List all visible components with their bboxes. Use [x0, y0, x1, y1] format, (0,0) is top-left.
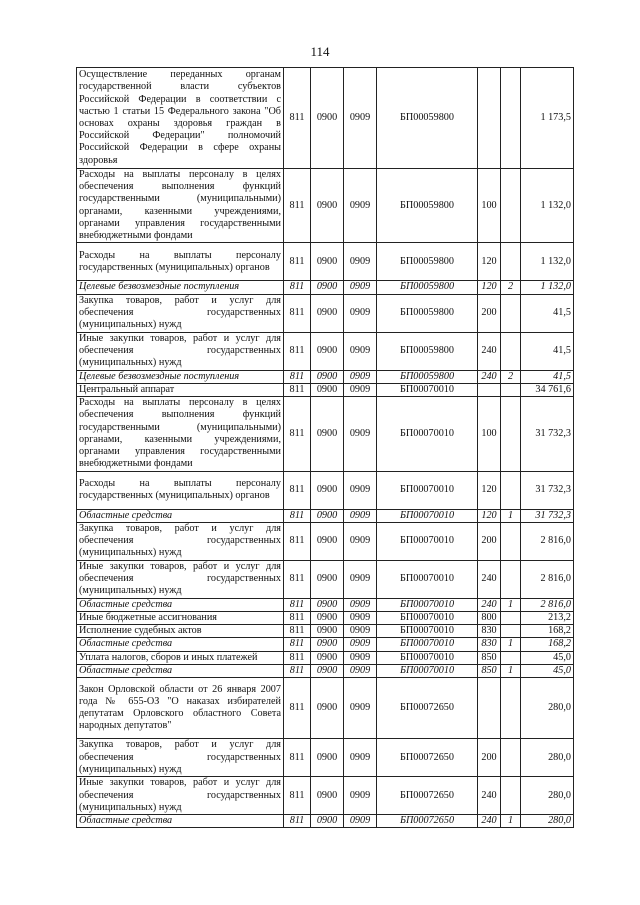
grbs-code-cell: 811	[284, 664, 311, 677]
target-article-cell: БП00070010	[377, 625, 478, 638]
grbs-code-cell: 811	[284, 625, 311, 638]
amount-cell: 31 732,3	[521, 471, 574, 509]
target-article-cell: БП00070010	[377, 560, 478, 598]
table-row	[77, 560, 574, 598]
subsection-code-cell: 0909	[344, 332, 377, 370]
table-row	[77, 678, 574, 739]
grbs-code-cell: 811	[284, 397, 311, 471]
row-name-cell: Областные средства	[77, 638, 284, 651]
funding-source-cell	[501, 777, 521, 815]
row-name-cell: Расходы на выплаты персоналу государственных (муниципальных) органов	[77, 471, 284, 509]
table-row	[77, 522, 574, 560]
funding-source-cell: 1	[501, 815, 521, 828]
target-article-cell: БП00070010	[377, 611, 478, 624]
subsection-code-cell: 0909	[344, 739, 377, 777]
section-code-cell: 0900	[311, 739, 344, 777]
section-code-cell: 0900	[311, 281, 344, 294]
subsection-code-cell: 0909	[344, 815, 377, 828]
grbs-code-cell: 811	[284, 243, 311, 281]
grbs-code-cell: 811	[284, 777, 311, 815]
amount-cell: 168,2	[521, 638, 574, 651]
expense-type-cell: 200	[478, 294, 501, 332]
subsection-code-cell: 0909	[344, 383, 377, 396]
table-row	[77, 815, 574, 828]
target-article-cell: БП00072650	[377, 777, 478, 815]
amount-cell: 1 132,0	[521, 281, 574, 294]
amount-cell: 2 816,0	[521, 522, 574, 560]
grbs-code-cell: 811	[284, 638, 311, 651]
grbs-code-cell: 811	[284, 598, 311, 611]
section-code-cell: 0900	[311, 68, 344, 169]
target-article-cell: БП00070010	[377, 509, 478, 522]
subsection-code-cell: 0909	[344, 370, 377, 383]
section-code-cell: 0900	[311, 777, 344, 815]
table-row	[77, 471, 574, 509]
amount-cell: 45,0	[521, 664, 574, 677]
grbs-code-cell: 811	[284, 509, 311, 522]
grbs-code-cell: 811	[284, 560, 311, 598]
target-article-cell: БП00070010	[377, 638, 478, 651]
section-code-cell: 0900	[311, 560, 344, 598]
table-row	[77, 397, 574, 471]
target-article-cell: БП00070010	[377, 471, 478, 509]
funding-source-cell: 2	[501, 281, 521, 294]
grbs-code-cell: 811	[284, 678, 311, 739]
grbs-code-cell: 811	[284, 281, 311, 294]
target-article-cell: БП00072650	[377, 739, 478, 777]
section-code-cell: 0900	[311, 383, 344, 396]
funding-source-cell	[501, 169, 521, 243]
subsection-code-cell: 0909	[344, 509, 377, 522]
table-row	[77, 243, 574, 281]
expense-type-cell: 240	[478, 560, 501, 598]
row-name-cell: Расходы на выплаты персоналу в целях обеспечения выполнения функций государственными (муниципальными) органами, казенными учреждениями, органами управления государственными внебюджетными фондами	[77, 169, 284, 243]
amount-cell: 280,0	[521, 678, 574, 739]
amount-cell: 41,5	[521, 294, 574, 332]
target-article-cell: БП00072650	[377, 815, 478, 828]
subsection-code-cell: 0909	[344, 664, 377, 677]
target-article-cell: БП00059800	[377, 332, 478, 370]
table-row	[77, 169, 574, 243]
table-row	[77, 281, 574, 294]
table-row	[77, 370, 574, 383]
target-article-cell: БП00070010	[377, 522, 478, 560]
section-code-cell: 0900	[311, 651, 344, 664]
grbs-code-cell: 811	[284, 522, 311, 560]
row-name-cell: Областные средства	[77, 815, 284, 828]
funding-source-cell	[501, 397, 521, 471]
grbs-code-cell: 811	[284, 294, 311, 332]
amount-cell: 31 732,3	[521, 397, 574, 471]
expense-type-cell: 120	[478, 471, 501, 509]
table-row	[77, 777, 574, 815]
target-article-cell: БП00059800	[377, 370, 478, 383]
funding-source-cell	[501, 383, 521, 396]
table-row	[77, 509, 574, 522]
subsection-code-cell: 0909	[344, 169, 377, 243]
funding-source-cell	[501, 625, 521, 638]
subsection-code-cell: 0909	[344, 611, 377, 624]
expense-type-cell: 120	[478, 243, 501, 281]
amount-cell: 168,2	[521, 625, 574, 638]
amount-cell: 280,0	[521, 815, 574, 828]
expense-type-cell: 240	[478, 370, 501, 383]
funding-source-cell: 1	[501, 509, 521, 522]
row-name-cell: Закупка товаров, работ и услуг для обеспечения государственных (муниципальных) нужд	[77, 739, 284, 777]
row-name-cell: Исполнение судебных актов	[77, 625, 284, 638]
target-article-cell: БП00070010	[377, 397, 478, 471]
row-name-cell: Целевые безвозмездные поступления	[77, 370, 284, 383]
target-article-cell: БП00059800	[377, 294, 478, 332]
subsection-code-cell: 0909	[344, 281, 377, 294]
section-code-cell: 0900	[311, 678, 344, 739]
target-article-cell: БП00070010	[377, 651, 478, 664]
section-code-cell: 0900	[311, 332, 344, 370]
grbs-code-cell: 811	[284, 383, 311, 396]
table-row	[77, 598, 574, 611]
expense-type-cell: 850	[478, 664, 501, 677]
subsection-code-cell: 0909	[344, 397, 377, 471]
row-name-cell: Иные бюджетные ассигнования	[77, 611, 284, 624]
row-name-cell: Иные закупки товаров, работ и услуг для обеспечения государственных (муниципальных) нужд	[77, 332, 284, 370]
amount-cell: 41,5	[521, 332, 574, 370]
row-name-cell: Целевые безвозмездные поступления	[77, 281, 284, 294]
row-name-cell: Закон Орловской области от 26 января 2007 года № 655-ОЗ "О наказах избирателей депутатам Орловского областного Совета народных депутатов"	[77, 678, 284, 739]
expense-type-cell	[478, 678, 501, 739]
expense-type-cell: 200	[478, 739, 501, 777]
amount-cell: 45,0	[521, 651, 574, 664]
subsection-code-cell: 0909	[344, 678, 377, 739]
amount-cell: 213,2	[521, 611, 574, 624]
subsection-code-cell: 0909	[344, 651, 377, 664]
target-article-cell: БП00072650	[377, 678, 478, 739]
section-code-cell: 0900	[311, 611, 344, 624]
expense-type-cell	[478, 68, 501, 169]
table-row	[77, 294, 574, 332]
table-row	[77, 611, 574, 624]
table-row	[77, 332, 574, 370]
subsection-code-cell: 0909	[344, 777, 377, 815]
row-name-cell: Расходы на выплаты персоналу в целях обеспечения выполнения функций государственными (муниципальными) органами, казенными учреждениями, органами управления государственными внебюджетными фондами	[77, 397, 284, 471]
expense-type-cell	[478, 383, 501, 396]
subsection-code-cell: 0909	[344, 522, 377, 560]
grbs-code-cell: 811	[284, 815, 311, 828]
table-row	[77, 625, 574, 638]
row-name-cell: Уплата налогов, сборов и иных платежей	[77, 651, 284, 664]
amount-cell: 1 132,0	[521, 169, 574, 243]
subsection-code-cell: 0909	[344, 471, 377, 509]
section-code-cell: 0900	[311, 598, 344, 611]
target-article-cell: БП00070010	[377, 383, 478, 396]
funding-source-cell	[501, 522, 521, 560]
funding-source-cell	[501, 332, 521, 370]
expense-type-cell: 850	[478, 651, 501, 664]
grbs-code-cell: 811	[284, 611, 311, 624]
amount-cell: 2 816,0	[521, 560, 574, 598]
table-row	[77, 651, 574, 664]
expense-type-cell: 200	[478, 522, 501, 560]
funding-source-cell: 1	[501, 598, 521, 611]
target-article-cell: БП00059800	[377, 68, 478, 169]
subsection-code-cell: 0909	[344, 560, 377, 598]
section-code-cell: 0900	[311, 638, 344, 651]
grbs-code-cell: 811	[284, 739, 311, 777]
row-name-cell: Закупка товаров, работ и услуг для обеспечения государственных (муниципальных) нужд	[77, 522, 284, 560]
grbs-code-cell: 811	[284, 332, 311, 370]
amount-cell: 1 132,0	[521, 243, 574, 281]
expense-type-cell: 240	[478, 332, 501, 370]
section-code-cell: 0900	[311, 664, 344, 677]
section-code-cell: 0900	[311, 243, 344, 281]
subsection-code-cell: 0909	[344, 243, 377, 281]
funding-source-cell	[501, 560, 521, 598]
funding-source-cell	[501, 68, 521, 169]
section-code-cell: 0900	[311, 815, 344, 828]
amount-cell: 31 732,3	[521, 509, 574, 522]
expense-type-cell: 120	[478, 281, 501, 294]
row-name-cell: Закупка товаров, работ и услуг для обеспечения государственных (муниципальных) нужд	[77, 294, 284, 332]
funding-source-cell	[501, 651, 521, 664]
expense-type-cell: 100	[478, 169, 501, 243]
target-article-cell: БП00059800	[377, 243, 478, 281]
funding-source-cell	[501, 471, 521, 509]
expense-type-cell: 240	[478, 598, 501, 611]
page-number: 114	[310, 44, 330, 59]
table-row	[77, 383, 574, 396]
funding-source-cell	[501, 678, 521, 739]
amount-cell: 34 761,6	[521, 383, 574, 396]
amount-cell: 280,0	[521, 739, 574, 777]
section-code-cell: 0900	[311, 169, 344, 243]
grbs-code-cell: 811	[284, 68, 311, 169]
expense-type-cell: 830	[478, 625, 501, 638]
grbs-code-cell: 811	[284, 169, 311, 243]
row-name-cell: Осуществление переданных органам государственной власти субъектов Российской Федерации в соответствии с частью 1 статьи 15 Федерального закона "Об основах охраны здоровья граждан в Российской Федерации" полномочий Российской Федерации в сфере охраны здоровья	[77, 68, 284, 169]
table-row	[77, 638, 574, 651]
target-article-cell: БП00059800	[377, 169, 478, 243]
row-name-cell: Иные закупки товаров, работ и услуг для обеспечения государственных (муниципальных) нужд	[77, 777, 284, 815]
grbs-code-cell: 811	[284, 471, 311, 509]
budget-table	[76, 67, 574, 828]
subsection-code-cell: 0909	[344, 68, 377, 169]
section-code-cell: 0900	[311, 397, 344, 471]
expense-type-cell: 240	[478, 815, 501, 828]
expense-type-cell: 240	[478, 777, 501, 815]
expense-type-cell: 120	[478, 509, 501, 522]
row-name-cell: Областные средства	[77, 598, 284, 611]
expense-type-cell: 830	[478, 638, 501, 651]
funding-source-cell	[501, 739, 521, 777]
grbs-code-cell: 811	[284, 370, 311, 383]
row-name-cell: Областные средства	[77, 509, 284, 522]
target-article-cell: БП00070010	[377, 664, 478, 677]
funding-source-cell	[501, 243, 521, 281]
section-code-cell: 0900	[311, 370, 344, 383]
amount-cell: 41,5	[521, 370, 574, 383]
expense-type-cell: 800	[478, 611, 501, 624]
row-name-cell: Иные закупки товаров, работ и услуг для обеспечения государственных (муниципальных) нужд	[77, 560, 284, 598]
target-article-cell: БП00059800	[377, 281, 478, 294]
funding-source-cell	[501, 294, 521, 332]
budget-table-body	[77, 68, 574, 828]
subsection-code-cell: 0909	[344, 638, 377, 651]
section-code-cell: 0900	[311, 509, 344, 522]
funding-source-cell: 2	[501, 370, 521, 383]
subsection-code-cell: 0909	[344, 294, 377, 332]
amount-cell: 2 816,0	[521, 598, 574, 611]
subsection-code-cell: 0909	[344, 625, 377, 638]
table-row	[77, 664, 574, 677]
amount-cell: 1 173,5	[521, 68, 574, 169]
row-name-cell: Расходы на выплаты персоналу государственных (муниципальных) органов	[77, 243, 284, 281]
row-name-cell: Центральный аппарат	[77, 383, 284, 396]
target-article-cell: БП00070010	[377, 598, 478, 611]
section-code-cell: 0900	[311, 471, 344, 509]
row-name-cell: Областные средства	[77, 664, 284, 677]
table-row	[77, 739, 574, 777]
funding-source-cell: 1	[501, 638, 521, 651]
section-code-cell: 0900	[311, 625, 344, 638]
amount-cell: 280,0	[521, 777, 574, 815]
expense-type-cell: 100	[478, 397, 501, 471]
subsection-code-cell: 0909	[344, 598, 377, 611]
funding-source-cell: 1	[501, 664, 521, 677]
table-row	[77, 68, 574, 169]
section-code-cell: 0900	[311, 294, 344, 332]
section-code-cell: 0900	[311, 522, 344, 560]
grbs-code-cell: 811	[284, 651, 311, 664]
funding-source-cell	[501, 611, 521, 624]
